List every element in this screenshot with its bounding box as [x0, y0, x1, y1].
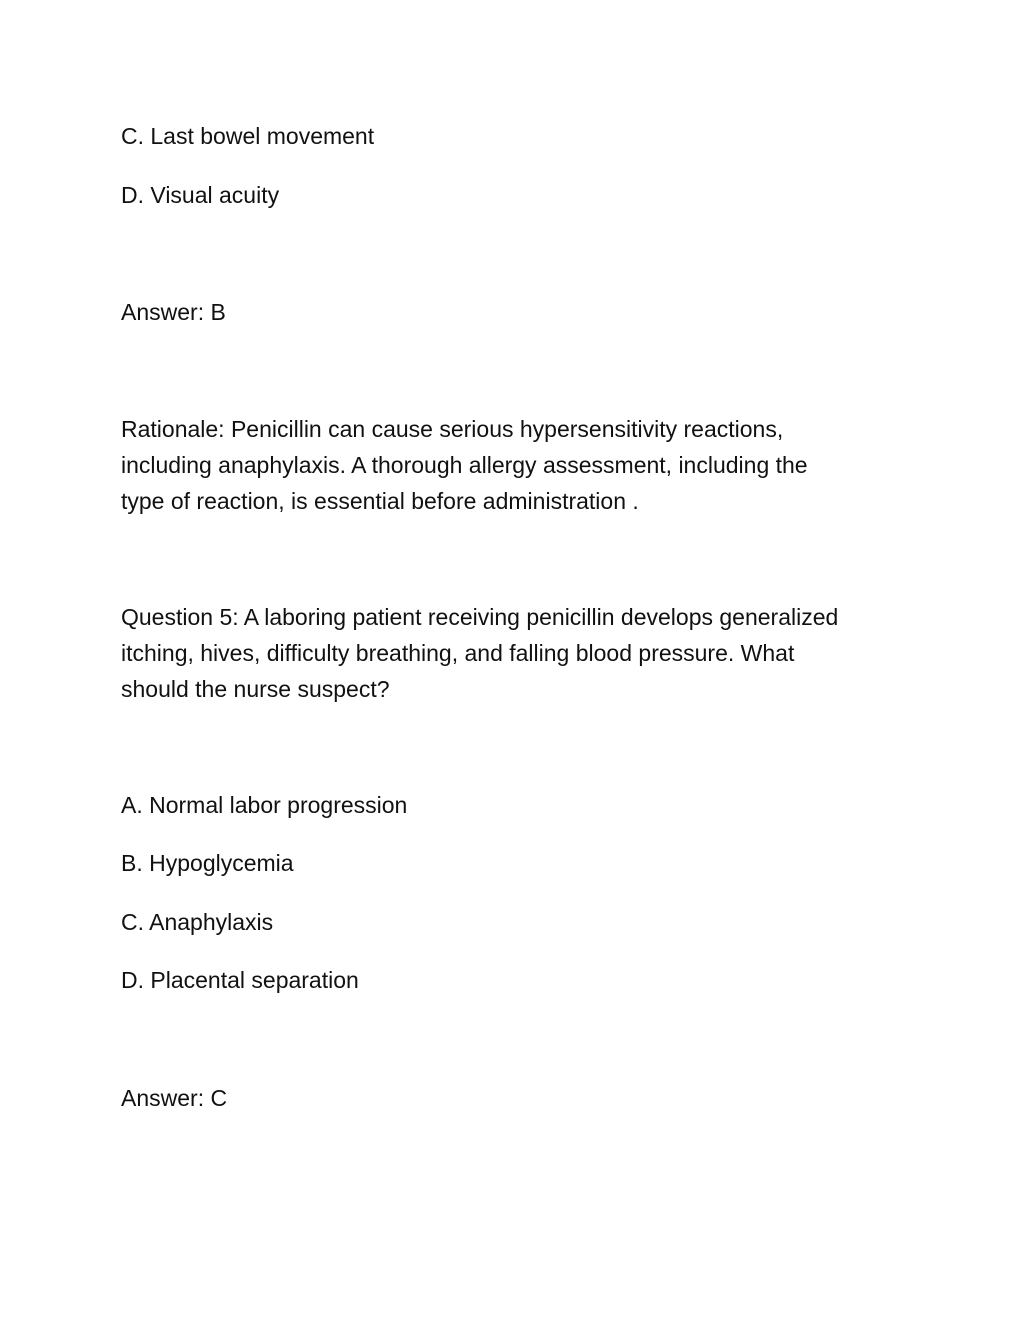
previous-option-c: C. Last bowel movement	[121, 123, 375, 149]
previous-answer: Answer: B	[121, 299, 226, 325]
question-5-paragraph	[121, 599, 901, 707]
rationale-line: including anaphylaxis. A thorough allergy assessment, including the	[121, 452, 808, 478]
option-c: C. Anaphylaxis	[121, 909, 274, 935]
question-line: should the nurse suspect?	[121, 676, 390, 702]
answer: Answer: C	[121, 1085, 228, 1111]
option-b: B. Hypoglycemia	[121, 850, 294, 876]
rationale-line: type of reaction, is essential before administration .	[121, 488, 639, 514]
option-d: D. Placental separation	[121, 967, 359, 993]
rationale-paragraph	[121, 411, 901, 519]
question-line: itching, hives, difficulty breathing, and falling blood pressure. What	[121, 640, 795, 666]
rationale-line: Rationale: Penicillin can cause serious hypersensitivity reactions,	[121, 416, 784, 442]
previous-option-d: D. Visual acuity	[121, 182, 280, 208]
question-line: Question 5: A laboring patient receiving penicillin develops generalized	[121, 604, 839, 630]
option-a: A. Normal labor progression	[121, 792, 408, 818]
